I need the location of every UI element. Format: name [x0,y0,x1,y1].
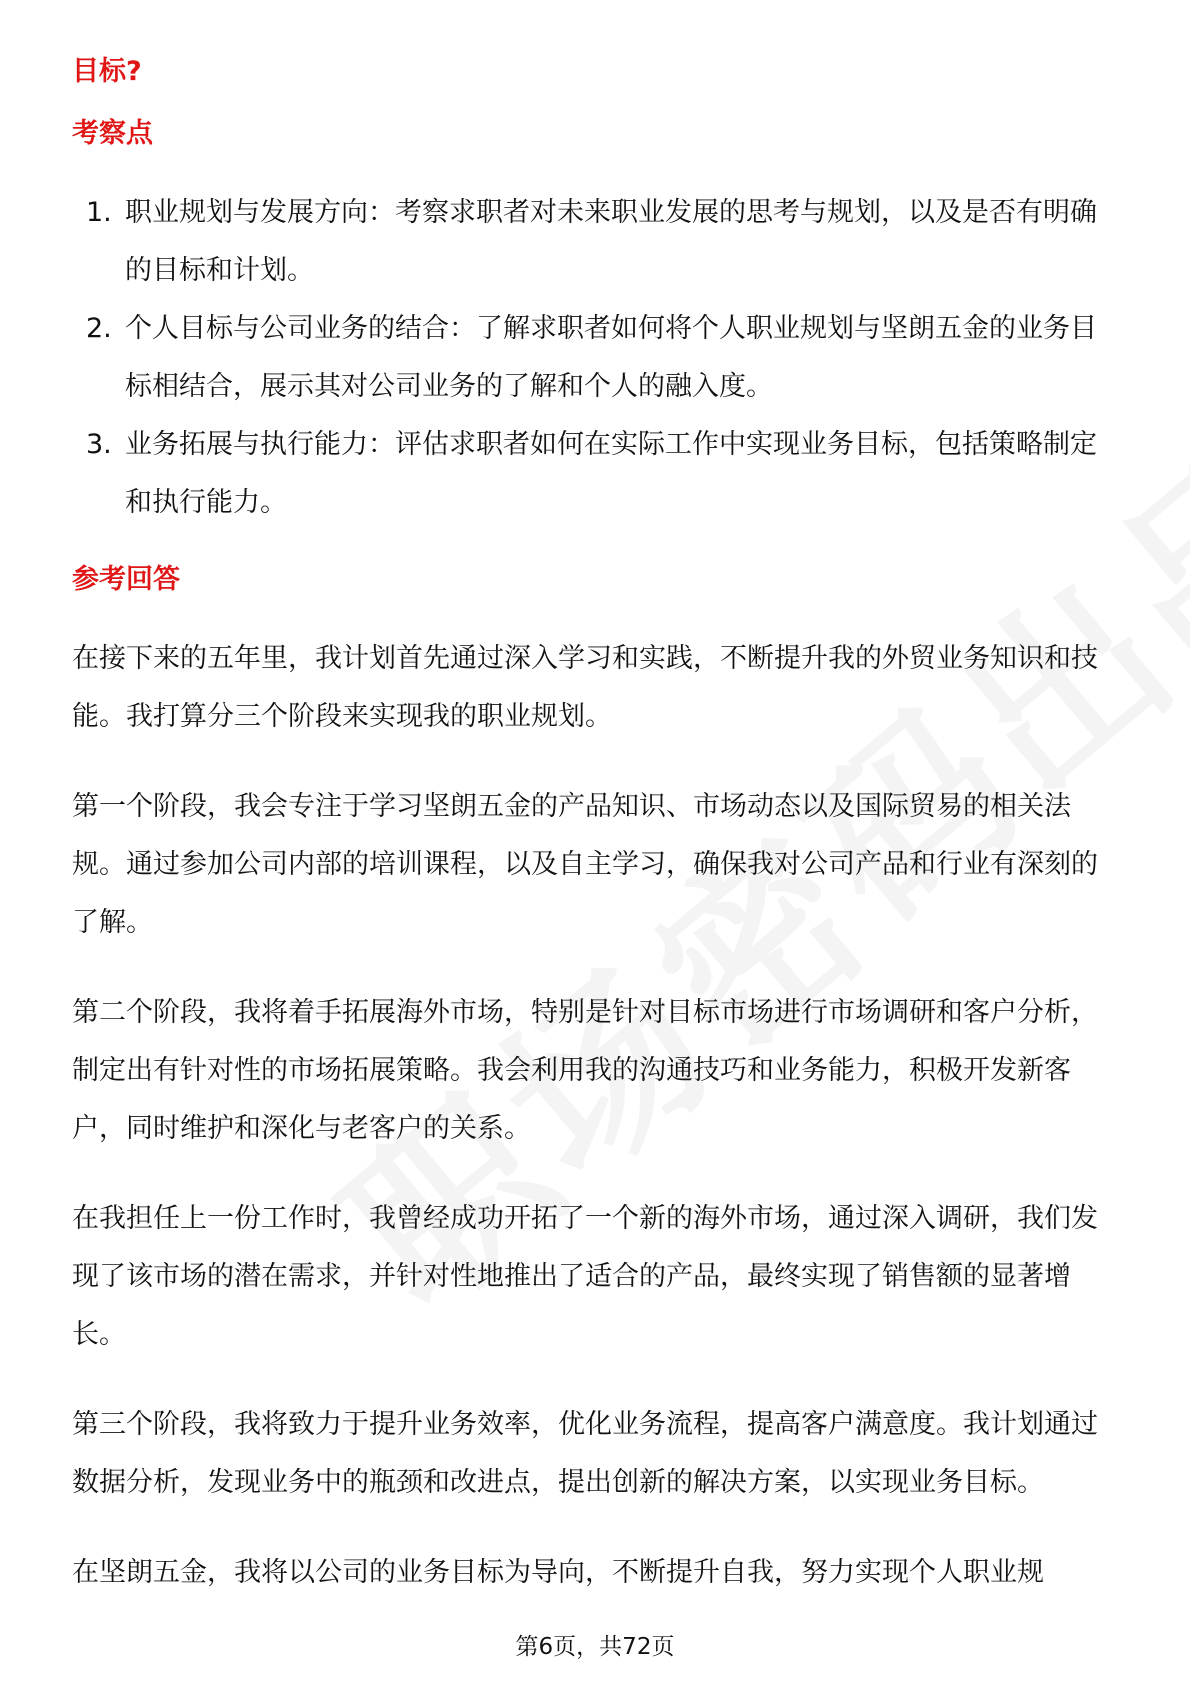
list-item-text: 职业规划与发展方向：考察求职者对未来职业发展的思考与规划，以及是否有明确的目标和计划。 [125,197,1097,286]
answer-paragraph: 在我担任上一份工作时，我曾经成功开拓了一个新的海外市场，通过深入调研，我们发现了该市场的潜在需求，并针对性地推出了适合的产品，最终实现了销售额的显著增长。 [72,1203,1098,1350]
list-item [72,300,1122,416]
list-item-number: 2. [86,313,112,344]
points-list [72,184,1122,532]
list-item-text: 个人目标与公司业务的结合：了解求职者如何将个人职业规划与坚朗五金的业务目标相结合，展示其对公司业务的了解和个人的融入度。 [125,313,1097,402]
list-item [72,416,1122,532]
answer-paragraph: 第三个阶段，我将致力于提升业务效率，优化业务流程，提高客户满意度。我计划通过数据分析，发现业务中的瓶颈和改进点，提出创新的解决方案，以实现业务目标。 [72,1409,1098,1498]
answer-paragraph: 在接下来的五年里，我计划首先通过深入学习和实践，不断提升我的外贸业务知识和技能。我打算分三个阶段来实现我的职业规划。 [72,643,1098,732]
heading-goal: 目标? [72,56,142,87]
answer-paragraph: 在坚朗五金，我将以公司的业务目标为导向，不断提升自我，努力实现个人职业规 [72,1557,1044,1588]
list-item-text: 业务拓展与执行能力：评估求职者如何在实际工作中实现业务目标，包括策略制定和执行能力。 [125,429,1097,518]
list-item [72,184,1122,300]
page-content [72,52,1122,1634]
heading-points: 考察点 [72,118,153,149]
answer-paragraph: 第二个阶段，我将着手拓展海外市场，特别是针对目标市场进行市场调研和客户分析，制定出有针对性的市场拓展策略。我会利用我的沟通技巧和业务能力，积极开发新客户，同时维护和深化与老客户的关系。 [72,997,1098,1144]
page-footer: 第6页，共72页 [515,1634,675,1660]
answer-paragraph: 第一个阶段，我会专注于学习坚朗五金的产品知识、市场动态以及国际贸易的相关法规。通过参加公司内部的培训课程，以及自主学习，确保我对公司产品和行业有深刻的了解。 [72,791,1098,938]
heading-answer: 参考回答 [72,564,180,595]
list-item-number: 1. [86,197,112,228]
list-item-number: 3. [86,429,112,460]
